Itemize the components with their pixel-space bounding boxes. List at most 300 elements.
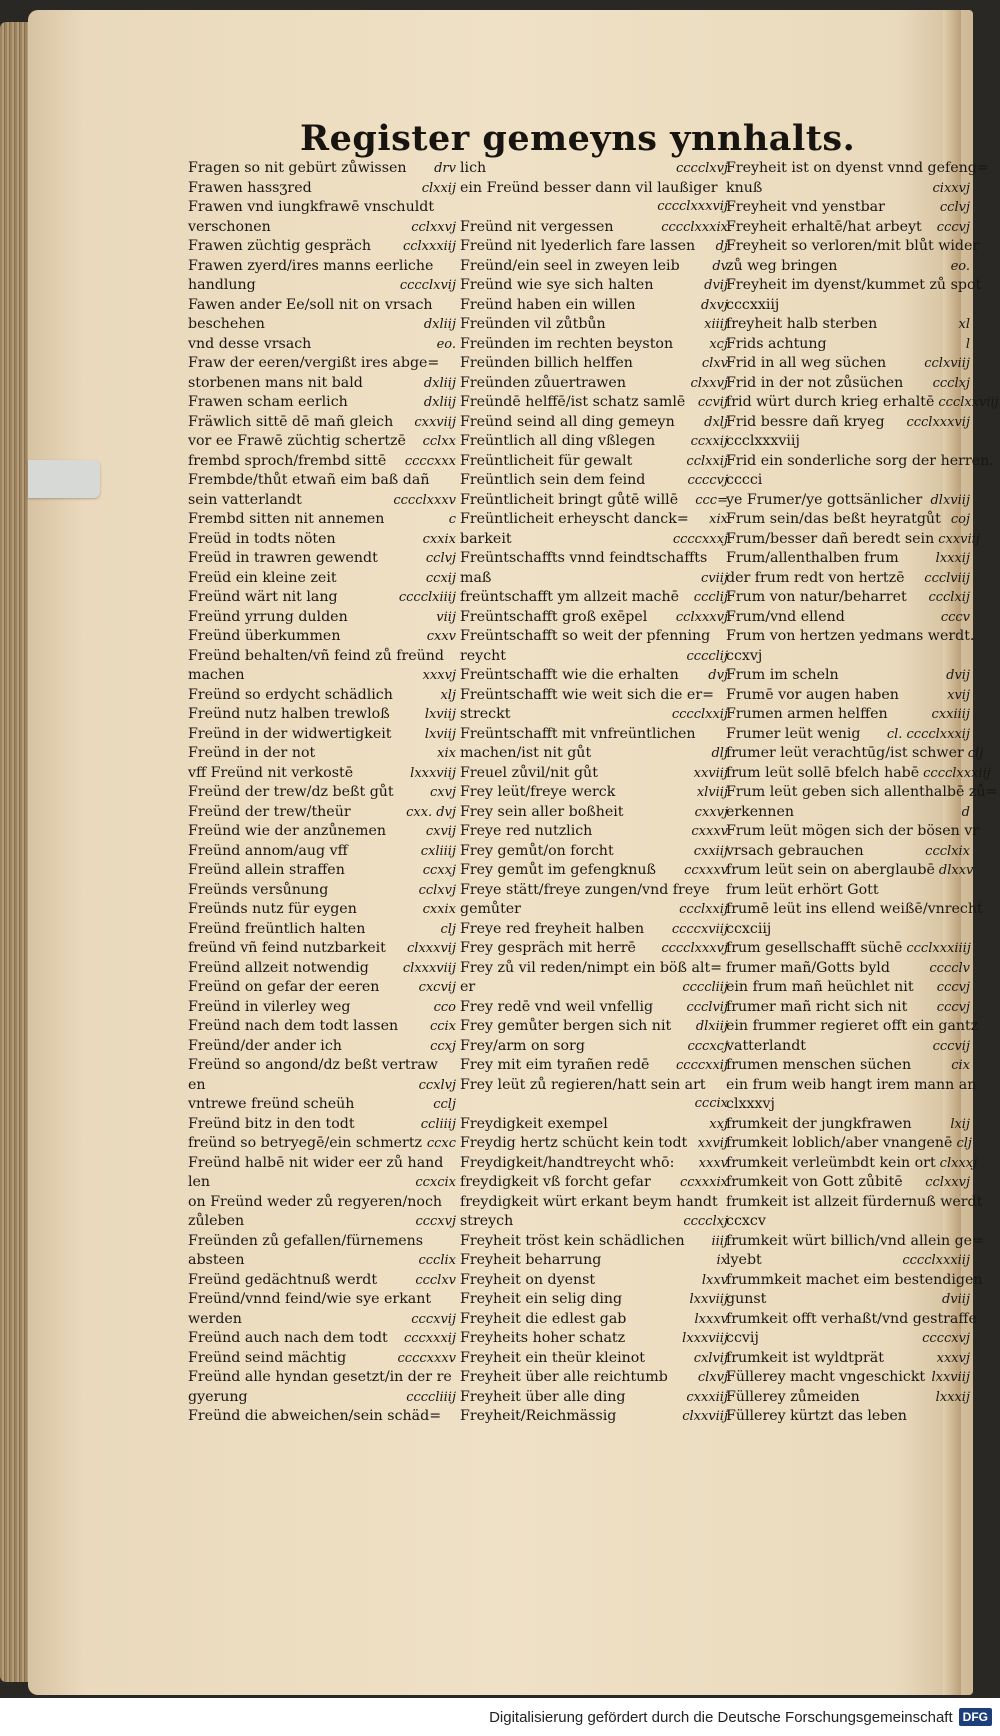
index-entry [460, 550, 728, 570]
index-entry-term: Freünd/der ander ich [188, 1037, 342, 1054]
index-entry-term: Freünd der trew/theür [188, 803, 351, 820]
index-entry-term: barkeit [460, 530, 512, 547]
index-entry-folio: iiij [711, 1233, 728, 1249]
index-entry-term: ccclxxxviij [726, 433, 800, 449]
index-entry-term: Freünd nit vergessen [460, 218, 614, 235]
index-entry [188, 1135, 456, 1155]
index-entry [726, 1291, 970, 1311]
index-entry [460, 1369, 728, 1389]
index-entry-folio: c [448, 512, 456, 527]
index-entry-term: ccxciij [726, 920, 772, 937]
index-entry-folio: lxxxviij [682, 1331, 728, 1346]
index-entry [726, 804, 970, 824]
index-entry-term: Freünd gedächtnuß werdt [188, 1271, 378, 1288]
index-entry-folio: cxxxv [691, 824, 728, 839]
index-entry-term: Frey leüt zů regieren/hatt sein art [460, 1076, 706, 1093]
index-entry-term: Freünd seind mächtig [188, 1349, 347, 1366]
index-entry-term: Frawen züchtig gespräch [188, 238, 371, 254]
index-entry-folio: xix [709, 512, 728, 527]
index-entry [188, 823, 456, 843]
index-entry-folio: clxxvj [690, 375, 728, 391]
index-entry [188, 784, 456, 804]
index-entry-folio: dlxxv [938, 863, 974, 878]
index-entry-folio: cclxxxvj [675, 609, 728, 625]
index-entry-term: frumer mañ/Gotts byld [726, 959, 890, 976]
index-entry [726, 999, 970, 1019]
index-entry-term: absteen [188, 1252, 245, 1268]
index-entry-folio: ccccxxij [676, 1058, 728, 1073]
index-entry [188, 180, 456, 200]
index-entry-term: Freüntlicheit bringt gůtē willē [460, 491, 679, 508]
index-entry [460, 180, 728, 200]
index-entry [726, 1350, 970, 1370]
index-entry-folio: xl [958, 317, 970, 332]
index-entry [188, 258, 456, 278]
index-entry-folio: ccclviij [924, 570, 970, 586]
index-entry-term: ccvij [726, 1330, 759, 1346]
index-entry-folio: ccxcix [415, 1175, 456, 1190]
index-entry-folio: clxvj [697, 1370, 728, 1385]
index-entry-folio: lxviij [424, 707, 456, 722]
index-entry-term: freydigkeit würt erkant beym handt [460, 1193, 718, 1210]
index-entry-folio: clxxxj [939, 1155, 978, 1171]
index-entry [726, 433, 970, 453]
index-entry [726, 219, 970, 239]
index-entry-term: Frembd sitten nit annemen [188, 511, 385, 527]
index-entry-folio: xlviij [696, 785, 728, 800]
index-entry [460, 472, 728, 492]
index-entry-term: Frey gespräch mit herrē [460, 940, 636, 956]
index-entry [726, 160, 989, 180]
index-entry [726, 589, 970, 609]
index-entry [726, 843, 970, 863]
index-entry-folio: cccix [694, 1096, 728, 1111]
index-entry-folio: cxvj [430, 785, 456, 800]
index-entry-folio: ccclix [418, 1253, 456, 1268]
index-entry [726, 745, 984, 765]
index-entry [726, 726, 970, 746]
index-entry-term: Frum leüt mögen sich der bösen vr [726, 823, 980, 839]
index-entry-term: Freünd nach dem todt lassen [188, 1018, 399, 1034]
index-entry [188, 1252, 456, 1272]
index-entry-folio: cccclxxxix [661, 219, 728, 235]
index-entry [460, 843, 728, 863]
index-entry-term: Frids achtung [726, 335, 827, 352]
index-entry [188, 375, 456, 395]
index-entry [726, 1213, 970, 1233]
index-entry-term: Freünd bitz in den todt [188, 1115, 355, 1132]
index-entry-term: streckt [460, 706, 511, 722]
index-entry-term: Frey gemůter bergen sich nit [460, 1018, 672, 1034]
index-entry-term: freüntschafft ym allzeit machē [460, 589, 680, 605]
index-entry [726, 238, 980, 258]
index-entry-term: Freünd allzeit notwendig [188, 959, 369, 976]
index-entry [188, 1174, 456, 1194]
index-entry-term: vntrewe freünd scheüh [188, 1096, 355, 1112]
index-entry-term: Freünd in der widwertigkeit [188, 725, 392, 742]
index-entry-folio: lxxxij [935, 551, 970, 566]
index-entry [460, 667, 728, 687]
index-entry-term: frumen menschen süchen [726, 1057, 912, 1073]
index-entry-term: Frey sein aller boßheit [460, 803, 624, 820]
index-entry [188, 492, 456, 512]
index-entry-term: Frum von natur/beharret [726, 589, 907, 605]
index-entry [726, 550, 970, 570]
index-entry-term: Füllerey macht vngeschickt [726, 1369, 926, 1385]
index-entry-folio: ccclxix [925, 843, 970, 859]
index-entry-term: Freünd halbē nit wider eer zů hand [188, 1154, 444, 1171]
index-entry-term: Frey gemůt im gefengknuß [460, 862, 657, 878]
index-entry-term: Freyheit on dyenst [460, 1271, 596, 1288]
index-entry-term: ccxvj [726, 647, 763, 664]
index-entry [188, 1116, 456, 1136]
index-entry-term: Freünden vil zůtbůn [460, 316, 606, 332]
index-entry-term: Freünd freüntlich halten [188, 920, 366, 937]
index-entry-folio: cxxiiij [931, 707, 970, 722]
index-entry [460, 414, 728, 434]
index-entry [726, 706, 970, 726]
index-entry [460, 1291, 728, 1311]
index-entry-term: Frey gemůt/on forcht [460, 842, 614, 859]
index-column-3 [726, 160, 999, 1428]
index-entry-folio: clj [440, 921, 456, 937]
index-entry [188, 1291, 456, 1311]
index-entry-folio: cccclxvij [399, 278, 456, 293]
index-entry [726, 1330, 970, 1350]
index-entry [726, 1154, 978, 1175]
index-entry-folio: cxvij [425, 824, 456, 839]
index-entry-term: Freüd ein kleine zeit [188, 569, 337, 586]
index-entry [188, 1272, 456, 1292]
index-entry-term: er [460, 979, 476, 995]
index-entry [188, 160, 456, 180]
index-entry [460, 355, 728, 375]
index-entry [188, 1038, 456, 1058]
index-entry [460, 160, 728, 180]
index-entry-term: Frawen hassʒred [188, 179, 312, 196]
index-entry-term: Freünd behalten/vñ feind zů freünd [188, 647, 444, 664]
index-entry [188, 1369, 456, 1389]
index-entry-folio: cxxxiij [686, 1389, 728, 1405]
index-entry [188, 433, 456, 453]
index-entry-term: frumkeit von Gott zůbitē [726, 1174, 903, 1190]
index-entry [188, 628, 456, 648]
index-entry [460, 1135, 728, 1155]
index-entry [726, 628, 975, 648]
index-entry [460, 433, 728, 453]
index-entry-folio: cl. cccclxxxij [886, 726, 970, 742]
index-entry-term: Freünds nutz für eygen [188, 901, 357, 917]
footer-credit: Digitalisierung gefördert durch die Deutsche Forschungsgemeinschaft [489, 1708, 953, 1726]
index-entry [188, 960, 456, 980]
index-entry-term: Freyheit über alle reichtumb [460, 1369, 668, 1385]
index-entry [460, 1038, 728, 1058]
index-entry [460, 648, 728, 668]
index-entry-term: gemůter [460, 901, 521, 917]
index-entry-folio: cclj [433, 1097, 456, 1112]
index-entry [726, 1018, 979, 1038]
index-entry-folio: cixxvj [932, 180, 970, 196]
index-entry [726, 784, 998, 804]
index-entry-folio: xvij [947, 687, 970, 703]
index-entry [188, 921, 456, 941]
index-entry [726, 823, 980, 843]
index-entry-folio: cxxix [422, 531, 456, 547]
index-entry-term: Freye red freyheit halben [460, 920, 645, 937]
index-entry-folio: xiiij [704, 317, 728, 332]
index-entry [726, 336, 970, 356]
index-entry [460, 219, 728, 239]
index-entry-folio: xxxvj [422, 668, 456, 683]
index-entry-term: Fawen ander Ee/soll nit on vrsach [188, 296, 433, 313]
index-entry-term: Frid bessre dañ kryeg [726, 413, 885, 430]
index-entry-term: Freydigkeit/handtreycht whō: [460, 1154, 675, 1171]
index-entry [460, 784, 728, 804]
index-entry-folio: dlj [711, 746, 728, 761]
index-entry [460, 511, 728, 531]
index-entry-folio: cccclxxij [671, 707, 728, 722]
index-entry-term: Freünd/ein seel in zweyen leib [460, 257, 680, 274]
index-entry-folio: clxxij [421, 180, 456, 196]
index-entry-folio: cxlvij [693, 1350, 728, 1366]
index-entry-folio: cviij [701, 570, 728, 586]
index-entry-term: Frum sein/das beßt heyratgůt [726, 511, 941, 527]
index-entry-folio: ccclxxviij [938, 395, 999, 410]
index-entry-term: Freüntschafft groß exēpel [460, 608, 648, 625]
index-entry-term: knuß [726, 179, 763, 196]
index-entry-term: Frum im scheln [726, 667, 839, 683]
index-entry-term: gyerung [188, 1388, 248, 1405]
index-entry-term: Freüntschafft mit vnfreüntlichen [460, 725, 696, 742]
index-entry-folio: cxxviij [414, 414, 456, 430]
index-entry-folio: ix [716, 1253, 728, 1268]
index-entry [726, 1310, 977, 1331]
index-entry-folio: ccccxviij [671, 921, 728, 937]
index-entry-term: Frey leüt/freye werck [460, 784, 616, 800]
index-entry [188, 648, 456, 668]
index-entry-folio: ccxc [426, 1136, 456, 1151]
index-entry-folio: cccvj [936, 980, 970, 995]
index-entry-folio: ccclxij [928, 590, 970, 605]
index-entry-term: freyheit halb sterben [726, 316, 878, 332]
index-entry [188, 999, 456, 1019]
index-entry-term: ccxcv [726, 1213, 766, 1229]
index-entry-folio: clxxviij [682, 1409, 728, 1424]
index-entry-term: ein frummer regieret offt ein gantz [726, 1018, 979, 1034]
index-entry-term: frum leüt sollē bfelch habē [726, 764, 920, 781]
index-entry-folio: cclvj [425, 551, 456, 566]
index-entry [188, 238, 456, 258]
index-entry-folio: clxxxviij [402, 960, 456, 976]
index-entry [460, 765, 728, 785]
index-entry-folio: cccclxxxvij [657, 199, 728, 214]
index-entry-term: Frid in all weg süchen [726, 355, 887, 371]
index-column-1 [188, 160, 456, 1428]
index-entry [460, 297, 728, 317]
index-entry-folio: cccvj [936, 219, 970, 235]
index-entry-term: Freünden im rechten beyston [460, 335, 674, 352]
index-entry [726, 1135, 970, 1155]
index-entry [726, 355, 970, 375]
index-entry-term: ein frum weib hangt irem mann an [726, 1076, 977, 1093]
index-entry [188, 199, 456, 219]
index-entry [460, 804, 728, 824]
index-entry-term: ein Freünd besser dann vil laußiger [460, 179, 718, 196]
index-entry-term: Freyheit ein theür kleinot [460, 1349, 646, 1366]
index-entry-folio: ccclxv [415, 1272, 456, 1288]
index-entry-term: Freünd allein straffen [188, 862, 345, 878]
index-entry-term: Frawen vnd iungkfrawē vnschuldt [188, 199, 435, 215]
index-entry [460, 1077, 728, 1097]
index-entry-folio: ccix [429, 1019, 456, 1034]
index-entry [460, 316, 728, 336]
index-entry-folio: cccclxiiij [398, 590, 456, 605]
index-entry [188, 882, 456, 902]
index-entry-term: Freüntschafft wie die erhalten [460, 667, 679, 683]
index-entry-term: frumkeit verleümbdt kein ort [726, 1154, 936, 1171]
index-entry-term: vatterlandt [726, 1037, 806, 1054]
index-entry-folio: ccccliij [682, 980, 728, 995]
index-entry [726, 452, 994, 473]
index-entry-term: Fraw der eeren/vergißt ires abge= [188, 355, 440, 371]
index-entry-folio: eo. [950, 258, 970, 274]
index-entry-folio: xxvij [697, 1136, 728, 1151]
index-entry-folio: cclxviij [924, 356, 970, 371]
index-entry-term: freydigkeit vß forcht gefar [460, 1174, 651, 1190]
index-entry-folio: ccccxxxv [397, 1350, 456, 1366]
index-entry [188, 765, 456, 785]
index-entry [726, 921, 970, 941]
index-entry [460, 1096, 728, 1116]
index-entry [726, 901, 983, 921]
index-entry [460, 1389, 728, 1409]
index-entry-term: Freüntlich all ding vßlegen [460, 433, 656, 449]
index-entry-term: lyebt [726, 1252, 762, 1268]
index-entry-folio: cxxviij [938, 531, 980, 547]
index-entry [726, 1038, 970, 1058]
index-entry-term: vff Freünd nit verkostē [188, 764, 354, 781]
index-entry-term: Frey mit eim tyrañen redē [460, 1057, 650, 1073]
index-entry [460, 238, 728, 258]
index-entry-folio: dxvj [700, 297, 728, 313]
index-entry-term: frum leüt erhört Gott [726, 881, 879, 898]
index-entry [726, 1369, 970, 1389]
index-entry-folio: ccxlvj [418, 1077, 456, 1093]
index-entry-term: Frumē vor augen haben [726, 686, 899, 703]
index-entry [726, 764, 991, 785]
index-entry-folio: cccclxxxiij [923, 765, 991, 781]
index-entry-term: Freyheit über alle ding [460, 1388, 626, 1405]
index-entry [188, 726, 456, 746]
index-entry-term: Freyheit/Reichmässig [460, 1408, 617, 1424]
index-entry-term: Freünd wie der anzůnemen [188, 823, 386, 839]
index-entry-folio: cccvj [936, 999, 970, 1015]
index-entry-term: Freünd auch nach dem todt [188, 1330, 388, 1346]
index-entry-folio: cxx. dvj [406, 804, 456, 820]
index-entry-folio: ccxij [425, 570, 456, 586]
index-entry [188, 472, 456, 492]
index-entry [460, 492, 728, 512]
index-entry [188, 1330, 456, 1350]
index-entry-term: frid würt durch krieg erhaltē [726, 394, 935, 410]
index-entry-term: Frey/arm on sorg [460, 1037, 585, 1054]
index-entry-term: Freünd nit lyederlich fare lassen [460, 238, 696, 254]
index-entry [726, 316, 970, 336]
index-entry [460, 1350, 728, 1370]
index-entry [188, 336, 456, 356]
index-entry [460, 1174, 728, 1194]
index-entry [188, 979, 456, 999]
index-entry-folio: cclxxvj [925, 1175, 970, 1190]
index-entry-term: werden [188, 1310, 242, 1327]
index-entry-folio: xix [437, 746, 456, 761]
index-entry [460, 960, 728, 980]
index-entry-folio: cclxxxiij [402, 239, 456, 254]
index-entry-folio: lxxxv [694, 1311, 728, 1327]
index-entry-term: Freünd so erdycht schädlich [188, 686, 393, 703]
index-entry-term: frumkeit offt verhaßt/vnd gestraffe [726, 1310, 977, 1327]
index-entry-term: Freyheit erhaltē/hat arbeyt [726, 218, 922, 235]
index-entry-term: Freünd nutz halben trewloß [188, 706, 390, 722]
index-entry [726, 882, 970, 902]
index-entry-term: zů weg bringen [726, 257, 838, 274]
index-entry-term: freünd so betryegē/ein schmertz [188, 1135, 423, 1151]
index-entry-term: Freünd/vnnd feind/wie sye erkant [188, 1291, 432, 1307]
index-entry-folio: cco [433, 999, 456, 1015]
index-entry-term: Freünden billich helffen [460, 355, 633, 371]
index-entry-folio: xlj [440, 687, 456, 703]
index-entry-term: ye Frumer/ye gottsänlicher [726, 491, 923, 508]
index-entry-term: Freyheit vnd yenstbar [726, 199, 885, 215]
index-entry [460, 258, 728, 278]
index-entry-term: Freünd in der not [188, 745, 316, 761]
index-entry-folio: lxxxij [935, 1389, 970, 1405]
index-entry-term: verschonen [188, 218, 271, 235]
index-entry [726, 960, 970, 980]
index-entry [726, 570, 970, 590]
index-entry [726, 862, 974, 882]
index-entry-folio: d [961, 804, 970, 820]
index-entry-term: Freünd wärt nit lang [188, 589, 338, 605]
index-entry [460, 199, 728, 219]
index-entry-term: Frum von hertzen yedmans werdt. [726, 628, 975, 644]
index-entry-term: cccxxiij [726, 296, 780, 313]
index-entry-folio: ccccxxx [404, 453, 456, 469]
index-entry-folio: eo. [436, 336, 456, 352]
index-entry-term: Freyheit die edlest gab [460, 1310, 627, 1327]
index-entry [460, 570, 728, 590]
index-entry [188, 1018, 456, 1038]
index-entry-folio: clxv [701, 356, 728, 371]
index-entry [460, 1252, 728, 1272]
index-entry [188, 550, 456, 570]
index-entry [188, 745, 456, 765]
index-entry [188, 297, 456, 317]
index-entry [726, 297, 970, 317]
index-entry-folio: dvij [704, 278, 728, 293]
index-entry-folio: ccclij [693, 590, 728, 605]
index-entry [460, 1233, 728, 1253]
index-entry [726, 687, 970, 707]
index-entry-term: Freyheits hoher schatz [460, 1330, 626, 1346]
index-entry-folio: cclxxij [686, 453, 728, 469]
index-entry-term: Freüntschaffts vnnd feindtschaffts [460, 550, 708, 566]
index-entry [726, 1076, 977, 1097]
index-entry [726, 1271, 983, 1292]
index-entry-term: Freünd überkummen [188, 628, 341, 644]
index-entry [460, 453, 728, 473]
index-entry [188, 804, 456, 824]
